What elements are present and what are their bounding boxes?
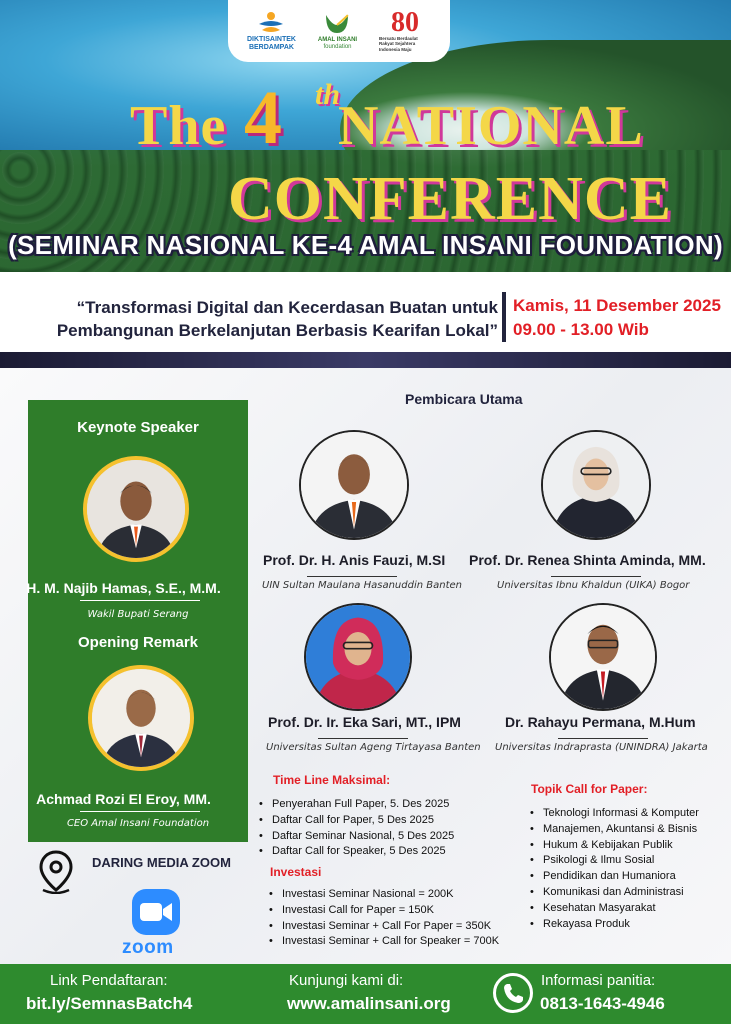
zoom-wordmark: zoom [122, 937, 174, 958]
keynote-heading: Keynote Speaker [77, 419, 199, 436]
topic-item: • Psikologi & Ilmu Sosial [529, 853, 699, 869]
registration-link[interactable]: bit.ly/SemnasBatch4 [26, 994, 193, 1013]
diktisaintek-line1: DIKTISAINTEK [246, 36, 296, 43]
registration-label: Link Pendaftaran: [50, 972, 168, 989]
timeline-item: • Daftar Call for Paper, 5 Des 2025 [258, 813, 454, 829]
title-national: NATIONAL [338, 95, 644, 157]
footer [0, 964, 731, 1024]
venue-label: DARING MEDIA ZOOM [92, 855, 231, 870]
investasi-item: • Investasi Seminar + Call For Paper = 350K [268, 919, 499, 935]
keynote-role: Wakil Bupati Serang [87, 609, 189, 620]
speaker-2-underline [551, 576, 641, 577]
amal-insani-logo [318, 11, 357, 51]
event-date-block [513, 294, 721, 342]
speaker-4-underline [558, 738, 648, 739]
investasi-item: • Investasi Call for Paper = 150K [268, 903, 499, 919]
theme-line2: Pembangunan Berkelanjutan Berbasis Kearifan Lokal” [56, 321, 498, 340]
topic-item: • Kesehatan Masyarakat [529, 901, 699, 917]
topics-list [529, 806, 699, 932]
contact-phone[interactable]: 0813-1643-4946 [540, 994, 665, 1013]
opening-heading: Opening Remark [77, 634, 199, 651]
topic-item: • Manajemen, Akuntansi & Bisnis [529, 822, 699, 838]
diktisaintek-icon [256, 10, 286, 36]
amal-line1: AMAL INSANI [317, 37, 358, 43]
eighty-tagline: Bersatu Berdaulat Rakyat Sejahtera Indonesia Maju [379, 35, 418, 52]
person-photo-icon [551, 605, 655, 709]
contact-label: Informasi panitia: [541, 972, 656, 989]
speaker-3-name: Prof. Dr. Ir. Eka Sari, MT., IPM [268, 714, 461, 730]
speaker-1-name: Prof. Dr. H. Anis Fauzi, M.SI [263, 552, 446, 568]
opening-underline [80, 811, 200, 812]
keynote-avatar [83, 456, 189, 562]
divider [502, 292, 506, 342]
investasi-item: • Investasi Seminar + Call for Speaker = 700K [268, 934, 499, 950]
timeline-list [258, 797, 454, 860]
keynote-underline [80, 600, 200, 601]
amal-insani-icon [322, 11, 352, 37]
whatsapp-phone-icon [496, 976, 530, 1010]
speaker-2-affiliation: Universitas Ibnu Khaldun (UIKA) Bogor [497, 580, 690, 591]
eighty-mark: 80 [391, 6, 420, 38]
eighty-logo [379, 6, 431, 53]
main-speakers-heading: Pembicara Utama [405, 391, 523, 407]
speaker-3-photo [304, 603, 412, 711]
investasi-heading: Investasi [270, 865, 322, 879]
speaker-4-name: Dr. Rahayu Permana, M.Hum [505, 714, 696, 730]
timeline-item: • Daftar Seminar Nasional, 5 Des 2025 [258, 829, 454, 845]
speaker-1-photo [299, 430, 409, 540]
speaker-2-photo [541, 430, 651, 540]
topic-item: • Rekayasa Produk [529, 917, 699, 933]
website-label: Kunjungi kami di: [289, 972, 404, 989]
speaker-4-photo [549, 603, 657, 711]
topic-item: • Hukum & Kebijakan Publik [529, 838, 699, 854]
subtitle: (SEMINAR NASIONAL KE-4 AMAL INSANI FOUNDATION) [8, 230, 723, 260]
speaker-2-name: Prof. Dr. Renea Shinta Aminda, MM. [469, 552, 706, 568]
zoom-icon [131, 888, 181, 936]
timeline-item: • Daftar Call for Speaker, 5 Des 2025 [258, 844, 454, 860]
opening-name: Achmad Rozi El Eroy, MM. [36, 791, 211, 807]
title-the: The [130, 95, 227, 157]
title-suffix: th [315, 78, 341, 111]
speaker-1-affiliation: UIN Sultan Maulana Hasanuddin Banten [262, 580, 462, 591]
person-photo-icon [301, 432, 407, 538]
investasi-list [268, 887, 499, 950]
timeline-heading: Time Line Maksimal: [273, 773, 391, 787]
event-date: Kamis, 11 Desember 2025 [513, 296, 721, 315]
person-photo-icon [306, 605, 410, 709]
investasi-item: • Investasi Seminar Nasional = 200K [268, 887, 499, 903]
speaker-3-affiliation: Universitas Sultan Ageng Tirtayasa Banten [266, 742, 481, 753]
opening-role: CEO Amal Insani Foundation [66, 818, 210, 829]
person-photo-icon [87, 460, 185, 558]
theme-line1: “Transformasi Digital dan Kecerdasan Buatan untuk [76, 298, 498, 317]
timeline-item: • Penyerahan Full Paper, 5. Des 2025 [258, 797, 454, 813]
person-photo-icon [92, 669, 190, 767]
speaker-3-underline [318, 738, 408, 739]
diktisaintek-logo [247, 10, 296, 52]
topic-item: • Teknologi Informasi & Komputer [529, 806, 699, 822]
person-photo-icon [543, 432, 649, 538]
diktisaintek-line2: BERDAMPAK [248, 44, 294, 51]
speaker-4-affiliation: Universitas Indraprasta (UNINDRA) Jakarta [495, 742, 708, 753]
event-time: 09.00 - 13.00 Wib [513, 320, 649, 339]
keynote-name: H. M. Najib Hamas, S.E., M.M. [26, 580, 221, 596]
amal-line2: foundation [323, 44, 352, 50]
opening-avatar [88, 665, 194, 771]
website-link[interactable]: www.amalinsani.org [287, 994, 451, 1013]
topic-item: • Komunikasi dan Administrasi [529, 885, 699, 901]
partner-logos [228, 0, 450, 62]
topic-item: • Pendidikan dan Humaniora [529, 869, 699, 885]
phone-icon [493, 973, 533, 1013]
title-conference: CONFERENCE [228, 165, 673, 233]
topics-heading: Topik Call for Paper: [531, 782, 648, 796]
location-pin-icon [38, 850, 74, 894]
title-number: 4 [244, 76, 282, 160]
speaker-1-underline [307, 576, 397, 577]
theme-text [10, 296, 498, 342]
